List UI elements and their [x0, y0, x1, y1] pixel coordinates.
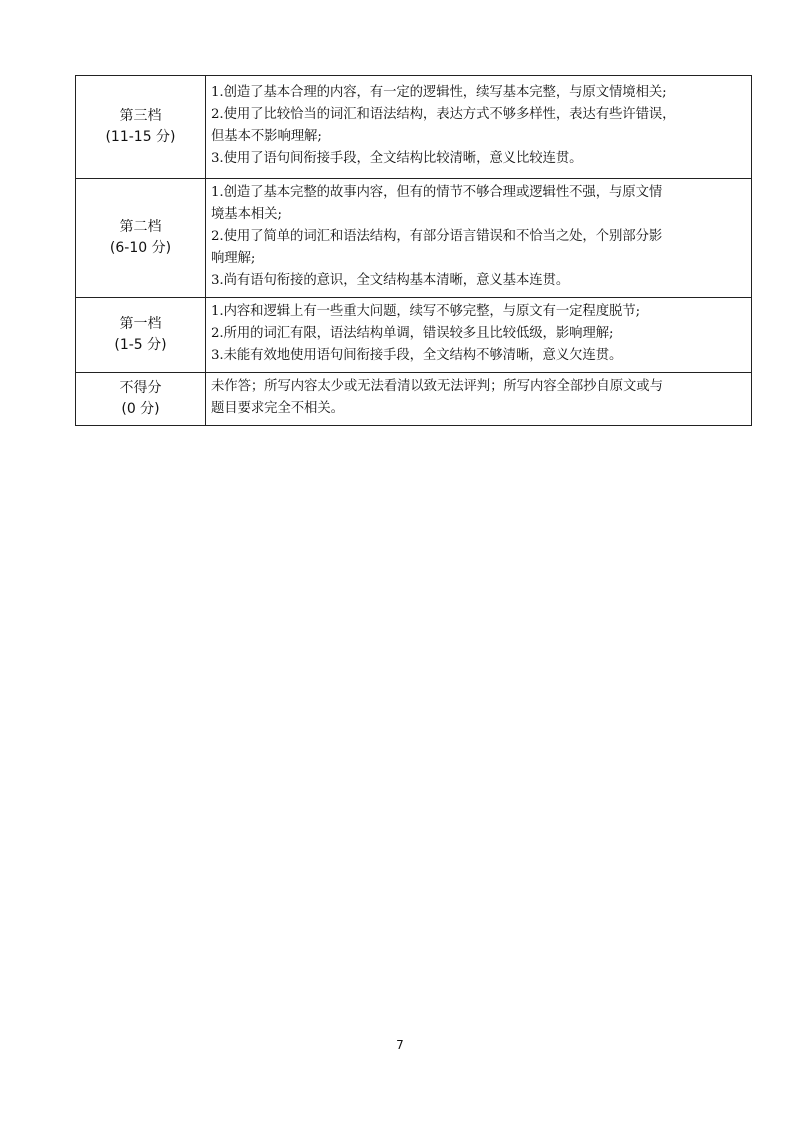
- level-score: (6-10 分): [109, 240, 172, 256]
- rubric-row-level-3: [76, 76, 752, 179]
- page-number: 7: [396, 1038, 404, 1052]
- description-line: 题目要求完全不相关。: [211, 401, 344, 416]
- level-name: 第二档: [119, 219, 162, 235]
- level-cell: [76, 373, 206, 426]
- description-line: 3.未能有效地使用语句间衔接手段，全文结构不够清晰，意义欠连贯。: [211, 348, 623, 363]
- description-cell: [206, 76, 752, 179]
- level-cell: [76, 76, 206, 179]
- description-cell: [206, 373, 752, 426]
- rubric-row-level-2: [76, 179, 752, 298]
- level-name: 第三档: [119, 108, 162, 124]
- description-cell: [206, 179, 752, 298]
- description-line: 3.尚有语句衔接的意识，全文结构基本清晰，意义基本连贯。: [211, 273, 570, 288]
- description-line: 1.创造了基本合理的内容，有一定的逻辑性，续写基本完整，与原文情境相关;: [211, 85, 667, 100]
- rubric-table: [75, 75, 752, 426]
- description-line: 3.使用了语句间衔接手段，全文结构比较清晰，意义比较连贯。: [211, 151, 583, 166]
- description-line: 2.使用了简单的词汇和语法结构，有部分语言错误和不恰当之处，个别部分影: [211, 229, 663, 244]
- level-cell: [76, 179, 206, 298]
- description-line: 1.创造了基本完整的故事内容，但有的情节不够合理或逻辑性不强，与原文情: [211, 185, 663, 200]
- level-name: 不得分: [119, 380, 162, 396]
- level-score: (11-15 分): [105, 129, 176, 145]
- description-cell: [206, 298, 752, 373]
- level-cell: [76, 298, 206, 373]
- rubric-row-level-1: [76, 298, 752, 373]
- description-line: 2.使用了比较恰当的词汇和语法结构，表达方式不够多样性，表达有些许错误，: [211, 107, 676, 122]
- level-score: (0 分): [121, 401, 160, 417]
- description-line: 境基本相关;: [211, 207, 282, 222]
- description-line: 2.所用的词汇有限，语法结构单调，错误较多且比较低级，影响理解;: [211, 326, 614, 341]
- description-line: 1.内容和逻辑上有一些重大问题，续写不够完整，与原文有一定程度脱节;: [211, 304, 640, 319]
- level-score: (1-5 分): [114, 337, 167, 353]
- description-line: 响理解;: [211, 251, 256, 266]
- description-line: 但基本不影响理解;: [211, 129, 322, 144]
- rubric-row-no-score: [76, 373, 752, 426]
- level-name: 第一档: [119, 316, 162, 332]
- description-line: 未作答；所写内容太少或无法看清以致无法评判；所写内容全部抄自原文或与: [211, 379, 663, 394]
